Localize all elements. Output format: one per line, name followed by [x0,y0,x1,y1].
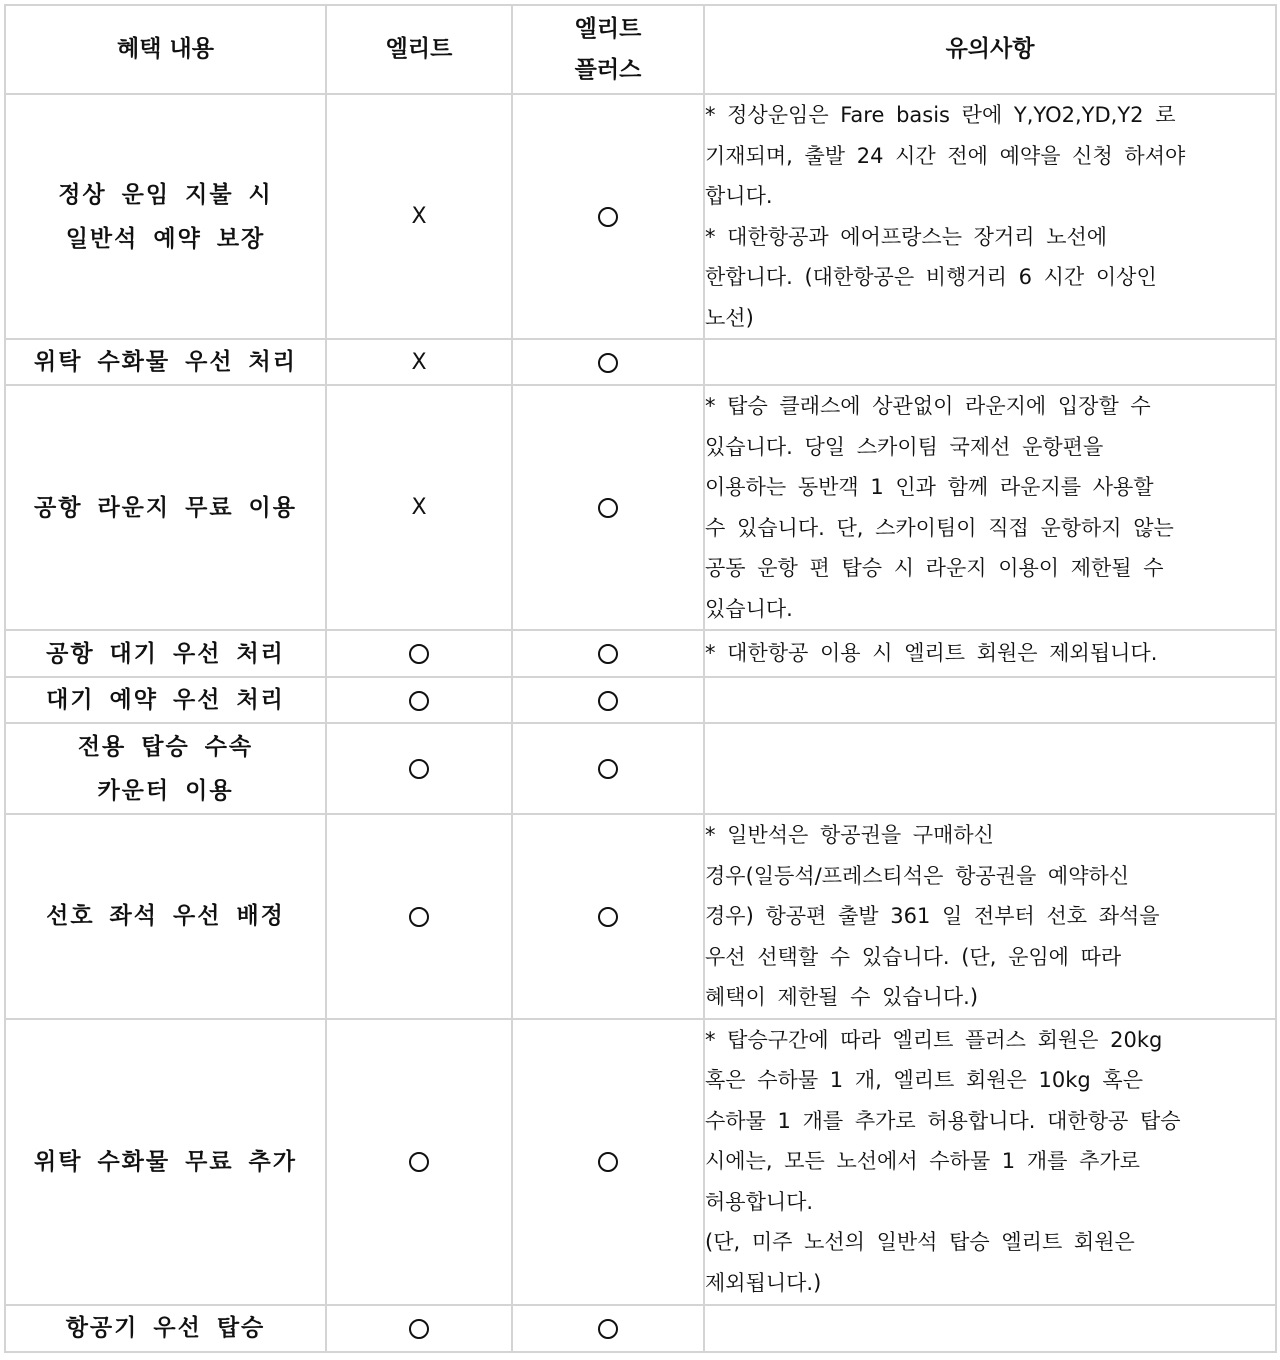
notes-cell [704,630,1276,677]
elite-plus-mark-cell [512,94,704,339]
circle-icon [598,498,618,518]
note-line: 혹은 수하물 1 개, 엘리트 회원은 10kg 혹은 [705,1068,1143,1092]
row-airport-standby-priority [5,630,1276,677]
benefit-cell [5,385,326,630]
note-line: (단, 미주 노선의 일반석 탑승 엘리트 회원은 [705,1230,1135,1254]
notes-cell [704,94,1276,339]
elite-plus-mark-cell [512,814,704,1019]
header-elite: 엘리트 [326,5,512,94]
header-elite-plus-line1: 엘리트 [574,15,642,42]
header-row [5,5,1276,94]
elite-mark-cell [326,1305,512,1352]
note-line: 공동 운항 편 탑승 시 라운지 이용이 제한될 수 [705,556,1164,580]
benefit-cell [5,1305,326,1352]
notes-cell [704,814,1276,1019]
circle-icon [409,907,429,927]
note-line: 혜택이 제한될 수 있습니다.) [705,985,979,1009]
elite-mark-cell [326,723,512,814]
benefit-label: 공항 대기 우선 처리 [46,640,285,667]
note-line: * 대한항공과 에어프랑스는 장거리 노선에 [705,224,1108,249]
note-line: 기재되며, 출발 24 시간 전에 예약을 신청 하셔야 [705,143,1186,168]
note-line: 노선) [705,305,754,330]
elite-plus-mark-cell [512,339,704,385]
benefit-label: 선호 좌석 우선 배정 [46,903,285,930]
header-elite-plus [512,5,704,94]
benefits-table [4,4,1277,1353]
notes-cell [704,385,1276,630]
row-airport-lounge [5,385,1276,630]
benefit-label: 카운터 이용 [97,777,234,804]
circle-icon [598,1319,618,1339]
note-line: 합니다. [705,184,773,208]
note-line: 있습니다. [705,596,793,621]
note-line: 이용하는 동반객 1 인과 함께 라운지를 사용할 [705,475,1154,499]
benefit-cell [5,630,326,677]
benefit-cell [5,723,326,814]
circle-icon [598,644,618,664]
elite-mark-cell [326,339,512,385]
note-line: * 정상운임은 Fare basis 란에 Y,YO2,YD,Y2 로 [705,103,1176,127]
note-line: 시에는, 모든 노선에서 수하물 1 개를 추가로 [705,1149,1140,1173]
circle-icon [409,1319,429,1339]
elite-plus-mark-cell [512,1019,704,1305]
circle-icon [598,207,618,227]
header-elite-plus-line2: 플러스 [574,56,642,83]
note-line: 경우) 항공편 출발 361 일 전부터 선호 좌석을 [705,904,1160,928]
elite-plus-mark-cell [512,677,704,723]
benefit-label: 일반석 예약 보장 [65,225,266,252]
x-mark: X [411,495,427,520]
x-mark: X [411,349,427,375]
notes-cell [704,677,1276,723]
benefit-cell [5,339,326,385]
note-line: 허용합니다. [705,1189,814,1214]
row-extra-checked-baggage [5,1019,1276,1305]
note-line: 있습니다. 당일 스카이팀 국제선 운항편을 [705,434,1104,459]
benefit-label: 위탁 수화물 무료 추가 [34,1148,297,1175]
circle-icon [598,907,618,927]
note-line: 한합니다. (대한항공은 비행거리 6 시간 이상인 [705,265,1157,289]
row-regular-fare-economy-guarantee [5,94,1276,339]
note-line: 제외됩니다.) [705,1270,822,1295]
note-line: 경우(일등석/프레스티석은 항공권을 예약하신 [705,863,1130,888]
circle-icon [409,1152,429,1172]
circle-icon [409,759,429,779]
note-line: * 대한항공 이용 시 엘리트 회원은 제외됩니다. [705,641,1158,666]
row-dedicated-checkin-counter [5,723,1276,814]
elite-plus-mark-cell [512,1305,704,1352]
benefit-cell [5,94,326,339]
circle-icon [598,1152,618,1172]
notes-cell [704,723,1276,814]
notes-cell [704,339,1276,385]
benefit-label: 위탁 수화물 우선 처리 [34,349,297,375]
x-mark: X [411,204,427,229]
circle-icon [409,691,429,711]
note-line: * 탑승구간에 따라 엘리트 플러스 회원은 20kg [705,1027,1163,1052]
benefit-label: 정상 운임 지불 시 [58,181,273,208]
elite-plus-mark-cell [512,630,704,677]
benefit-cell [5,1019,326,1305]
elite-mark-cell [326,677,512,723]
benefit-cell [5,814,326,1019]
benefit-label: 대기 예약 우선 처리 [46,687,285,713]
note-line: 수하물 1 개를 추가로 허용합니다. 대한항공 탑승 [705,1108,1181,1133]
elite-mark-cell [326,1019,512,1305]
header-benefit: 혜택 내용 [5,5,326,94]
notes-cell [704,1019,1276,1305]
circle-icon [598,759,618,779]
elite-mark-cell [326,630,512,677]
benefit-label: 공항 라운지 무료 이용 [34,494,297,521]
elite-plus-mark-cell [512,723,704,814]
elite-plus-mark-cell [512,385,704,630]
circle-icon [598,353,618,373]
note-line: 우선 선택할 수 있습니다. (단, 운임에 따라 [705,944,1122,969]
row-priority-boarding [5,1305,1276,1352]
row-waitlist-priority [5,677,1276,723]
note-line: * 일반석은 항공권을 구매하신 [705,823,994,847]
benefit-label: 전용 탑승 수속 [77,733,254,760]
note-line: * 탑승 클래스에 상관없이 라운지에 입장할 수 [705,394,1151,418]
elite-mark-cell [326,94,512,339]
elite-mark-cell [326,814,512,1019]
row-checked-baggage-priority [5,339,1276,385]
notes-cell [704,1305,1276,1352]
elite-mark-cell [326,385,512,630]
circle-icon [409,644,429,664]
note-line: 수 있습니다. 단, 스카이팀이 직접 운항하지 않는 [705,515,1174,540]
circle-icon [598,691,618,711]
benefit-cell [5,677,326,723]
header-notes: 유의사항 [704,5,1276,94]
benefit-label: 항공기 우선 탑승 [65,1315,266,1341]
row-preferred-seat [5,814,1276,1019]
